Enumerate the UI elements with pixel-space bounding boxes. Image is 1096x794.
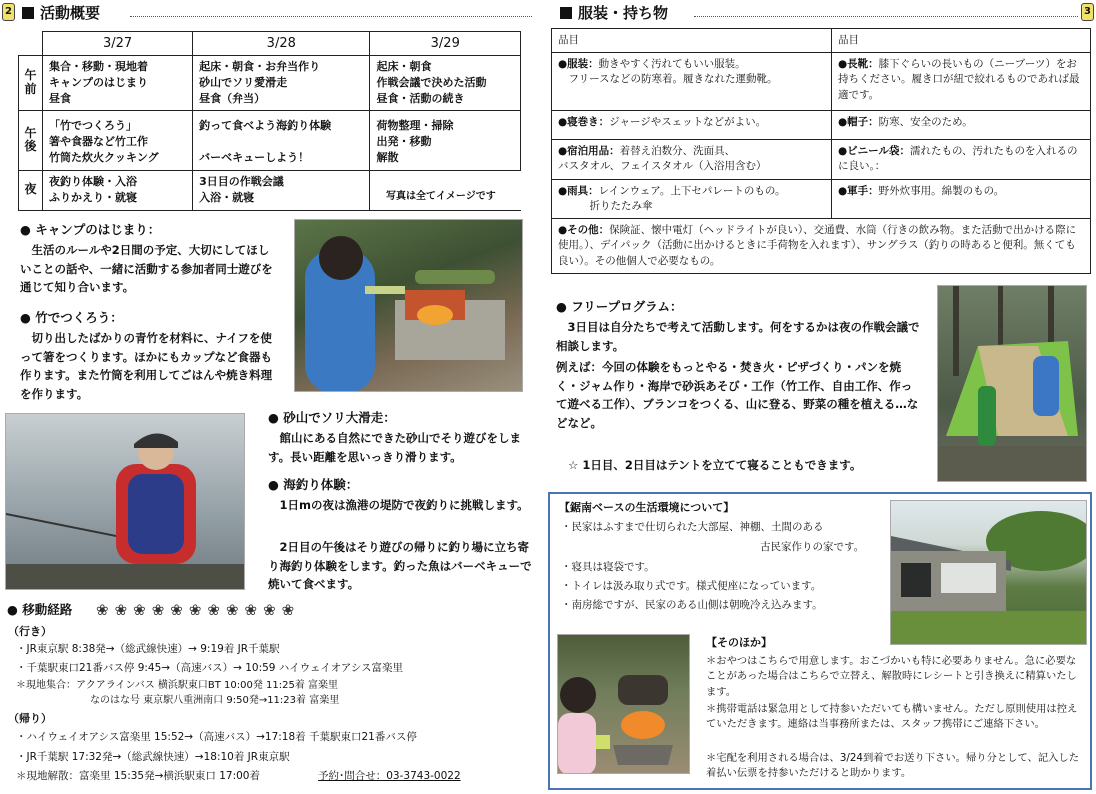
- camp-start-body: 生活のルールや2日間の予定、大切にしてほしいことの話や、一緒に活動する参加者同士遊びを通じて知り合います。: [20, 243, 273, 295]
- photo-old-house: [890, 500, 1087, 645]
- other-heading: 【そのほか】: [706, 636, 772, 649]
- activity-section-title: 活動概要: [22, 3, 100, 24]
- schedule-cell: 集合・移動・現地着 キャンプのはじまり 昼食: [43, 56, 193, 111]
- photo-note: 写真は全てイメージです: [386, 191, 496, 202]
- row-label-afternoon: 午 後: [19, 110, 43, 170]
- other-note: ＊宅配を利用される場合は、3/24到着でお送り下さい。帰り分として、記入した着払い伝票を持参いただけると助かります。: [706, 752, 1080, 780]
- base-line: ・トイレは汲み取り式です。様式便座になっています。: [561, 580, 822, 592]
- row-label-night: 夜: [19, 170, 43, 210]
- free-program-examples: 例えば：今回の体験をもっとやる・焚き火・ピザづくり・パンを焼く・ジャム作り・海岸で砂浜あそび・工作（竹工作、自由工作、作って遊べる工作）、ブランコをつくる、山に登る、野菜の種を植える…などなど。: [556, 360, 919, 430]
- gear-item: ●帽子：防寒、安全のため。: [832, 111, 1091, 140]
- camp-start-heading: ● キャンプのはじまり：: [20, 222, 161, 237]
- free-program-heading: ● フリープログラム：: [556, 299, 683, 314]
- gear-item: ●雨具：レインウェア。上下セパレートのもの。 折りたたみ傘: [552, 179, 832, 218]
- other-note: ＊携帯電話は緊急用として持参いただいても構いません。ただし原則使用は控えていただきます。連絡は当事務所または、スタッフ携帯にご連絡下さい。: [706, 703, 1078, 731]
- gear-header: 品目: [552, 29, 832, 53]
- photo-fire-pot: [557, 634, 690, 774]
- photo-bamboo-cooking: [294, 219, 523, 392]
- base-line: 古民家作りの家です。: [760, 541, 865, 553]
- square-bullet-icon: [560, 7, 572, 19]
- fishing-body-1: 1日mの夜は漁港の堤防で夜釣りに挑戦します。: [268, 498, 529, 512]
- schedule-cell: 3日目の作戦会議 入浴・就寝: [193, 170, 370, 210]
- route-back-note: ＊現地解散：富楽里 15:35発→横浜駅東口 17:00着: [16, 770, 260, 782]
- photo-bamboo-cooking-graphic: [295, 220, 523, 392]
- gear-item-other: ●その他：保険証、懐中電灯（ヘッドライトが良い）、交通費、水筒（行きの飲み物。また活動で出かける際に使用。）、デイパック（活動に出かけるときに手荷物を入れます）、サングラス（釣りの時あると便利。無くても良い）。その他個人で必要なもの。: [552, 219, 1091, 274]
- photo-fishing-kid: [5, 413, 245, 590]
- gear-item: ●ビニール袋：濡れたもの、汚れたものを入れるのに良い。：: [832, 140, 1091, 179]
- other-note: ＊おやつはこちらで用意します。おこづかいも特に必要ありません。急に必要なことがあった場合はこちらで立替え、解散時にレシートと引き換えに精算いたします。: [706, 655, 1077, 698]
- gear-item: ●軍手：野外炊事用。綿製のもの。: [832, 179, 1091, 218]
- free-program-body: 3日目は自分たちで考えて活動します。何をするかは夜の作戦会議で相談します。: [556, 320, 920, 353]
- schedule-table: [18, 31, 521, 211]
- date-header: 3/29: [370, 32, 521, 56]
- photo-fishing-kid-graphic: [6, 414, 245, 590]
- route-back-line: ・ハイウェイオアシス富楽里 15:52→（高速バス）→17:18着 千葉駅東口21番バス停: [16, 731, 417, 743]
- gear-item: ●寝巻き：ジャージやスェットなどがよい。: [552, 111, 832, 140]
- fishing-body-2: 2日目の午後はそり遊びの帰りに釣り場に立ち寄り海釣り体験をします。釣った魚はバーベキューで焼いて食べます。: [268, 540, 532, 592]
- photo-tent: [937, 285, 1087, 482]
- title-rule: [130, 16, 532, 17]
- route-back-line: ・JR千葉駅 17:32発→（総武線快速）→18:10着 JR東京駅: [16, 751, 290, 763]
- page-number-left: 2: [2, 3, 15, 21]
- base-line: ・寝具は寝袋です。: [561, 561, 655, 573]
- photo-tent-graphic: [938, 286, 1087, 482]
- sled-body: 館山にある自然にできた砂山でそり遊びをします。長い距離を思いっきり滑ります。: [268, 431, 521, 464]
- date-header: 3/27: [43, 32, 193, 56]
- schedule-cell: 荷物整理・掃除 出発・移動 解散: [370, 110, 521, 170]
- gear-item: ●長靴：膝下ぐらいの長いもの（ニーブーツ）をお持ちください。履き口が紐で絞れるものであれば最適です。: [832, 53, 1091, 111]
- title-rule: [694, 16, 1078, 17]
- fishing-heading: ● 海釣り体験：: [268, 477, 359, 492]
- gear-table: [551, 28, 1091, 274]
- bamboo-body: 切り出したばかりの青竹を材料に、ナイフを使って箸をつくります。ほかにもカップなど食器も作ります。また竹筒を利用してごはんや焼き料理を作ります。: [20, 331, 273, 401]
- schedule-cell: 「竹でつくろう」 箸や食器など竹工作 竹筒た炊火クッキング: [43, 110, 193, 170]
- base-line: ・南房総ですが、民家のある山側は朝晩冷え込みます。: [561, 599, 823, 611]
- schedule-cell: 夜釣り体験・入浴 ふりかえり・就寝: [43, 170, 193, 210]
- bamboo-heading: ● 竹でつくろう：: [20, 310, 123, 325]
- flower-divider-icon: ❀❀❀❀❀❀❀❀❀❀❀: [96, 601, 301, 619]
- route-heading: ● 移動経路: [7, 602, 73, 617]
- square-bullet-icon: [22, 7, 34, 19]
- route-go-note: なのはな号 東京駅八重洲南口 9:50発→11:23着 富楽里: [90, 695, 340, 706]
- photo-old-house-graphic: [891, 501, 1087, 645]
- base-heading: 【鋸南ベースの生活環境について】: [559, 501, 735, 514]
- schedule-cell: 起床・朝食・お弁当作り 砂山でソリ愛滑走 昼食（弁当）: [193, 56, 370, 111]
- gear-section-title: 服装・持ち物: [560, 3, 668, 24]
- route-go-line: ・千葉駅東口21番バス停 9:45→（高速バス）→ 10:59 ハイウェイオアシス富楽里: [16, 662, 404, 674]
- date-header: 3/28: [193, 32, 370, 56]
- gear-item: ●宿泊用品：着替え泊数分、洗面具、 バスタオル、フェイスタオル（入浴用含む）: [552, 140, 832, 179]
- route-go-note: ＊現地集合：アクアラインバス 横浜駅東口BT 10:00発 11:25着 富楽里: [16, 680, 339, 691]
- row-label-morning: 午 前: [19, 56, 43, 111]
- route-back-label: （帰り）: [8, 712, 52, 725]
- route-go-line: ・JR東京駅 8:38発→（総武線快速）→ 9:19着 JR千葉駅: [16, 643, 280, 655]
- schedule-cell: 釣って食べよう海釣り体験 バーベキューしよう！: [193, 110, 370, 170]
- sled-heading: ● 砂山でソリ大滑走：: [268, 410, 396, 425]
- base-line: ・民家はふすまで仕切られた大部屋、神棚、土間のある: [561, 521, 824, 533]
- tent-note: ☆ 1日目、2日目はテントを立てて寝ることもできます。: [568, 458, 862, 472]
- route-go-label: （行き）: [8, 625, 52, 638]
- page-number-right: 3: [1081, 3, 1094, 21]
- schedule-cell: 起床・朝食 作戦会議で決めた活動 昼食・活動の続き: [370, 56, 521, 111]
- gear-header: 品目: [832, 29, 1091, 53]
- contact-phone: 予約･問合せ：03-3743-0022: [318, 770, 461, 782]
- photo-fire-pot-graphic: [558, 635, 690, 774]
- gear-item: ●服装：動きやすく汚れてもいい服装。 フリースなどの防寒着。履きなれた運動靴。: [552, 53, 832, 111]
